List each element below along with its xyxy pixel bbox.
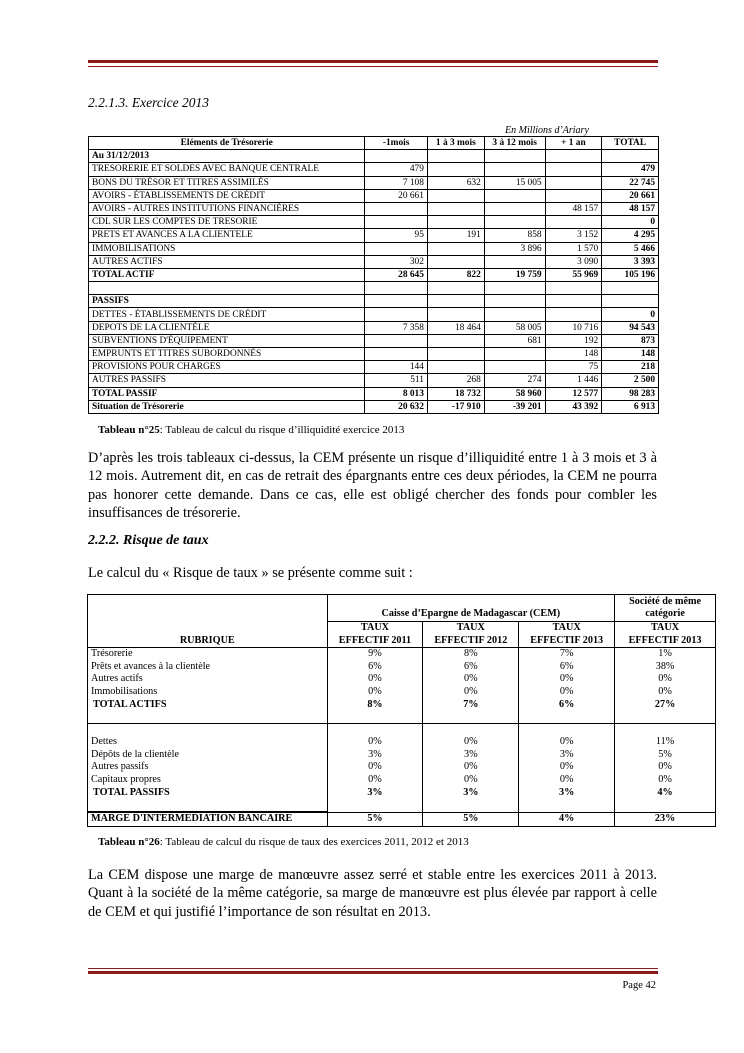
cell [427,150,484,163]
cell: 58 960 [484,387,545,400]
cell: 95 [365,229,428,242]
intro-text: Le calcul du « Risque de taux » se présente comme suit : [88,565,413,581]
row-label: Prêts et avances à la clientèle [88,661,328,674]
cell [484,150,545,163]
col-header: EFFECTIF 2012 [423,635,519,648]
cell: 3 896 [484,242,545,255]
row-label: TOTAL PASSIFS [88,787,328,800]
caption-text: : Tableau de calcul du risque de taux des exercices 2011, 2012 et 2013 [159,836,469,848]
cell: 2 500 [602,374,659,387]
cell [545,189,602,202]
cell: -39 201 [484,400,545,413]
cell: 1 570 [545,242,602,255]
col-header: TOTAL [602,137,659,150]
cell [365,295,428,308]
col-header: 1 à 3 mois [427,137,484,150]
cell [545,150,602,163]
paragraph: La CEM dispose une marge de manœuvre assez serré et stable entre les exercices 2011 à 2013. Quant à la société de la même catégorie, sa marge de manœuvre est plus élevée par rapport à celle de CEM et qui justifié l’importance de son résultat en 2013. [88,867,657,920]
table-caption [98,836,469,848]
unit-note: En Millions d’Ariary [505,125,589,136]
row-label: AUTRES ACTIFS [89,255,365,268]
cell: 43 392 [545,400,602,413]
col-header: TAUX [615,622,716,635]
cell [484,255,545,268]
table-row [89,176,659,189]
cell: 191 [427,229,484,242]
cell: 0% [615,686,716,699]
cell: 3% [423,749,519,762]
row-label: Au 31/12/2013 [89,150,365,163]
row-label: Immobilisations [88,686,328,699]
cell [602,282,659,295]
cell [427,242,484,255]
table-row [89,374,659,387]
cell [545,282,602,295]
cell: 48 157 [545,202,602,215]
cell: 7% [519,648,615,661]
cell: 0% [615,761,716,774]
cell: 144 [365,361,428,374]
row-label: AVOIRS - AUTRES INSTITUTIONS FINANCIÈRES [89,202,365,215]
cell: 0% [423,686,519,699]
cell [365,348,428,361]
cell: 98 283 [602,387,659,400]
cell: 9% [327,648,423,661]
cell: 8 013 [365,387,428,400]
cell: 4% [615,787,716,800]
row-label: DETTES - ÉTABLISSEMENTS DE CRÉDIT [89,308,365,321]
row-label: Situation de Trésorerie [89,400,365,413]
table-row [89,321,659,334]
cell [427,163,484,176]
row-label: TRESORERIE ET SOLDES AVEC BANQUE CENTRALE [89,163,365,176]
cell: 20 661 [365,189,428,202]
section-title: 2.2.2. Risque de taux [88,533,209,548]
cell: 58 005 [484,321,545,334]
row-label: Autres passifs [88,761,328,774]
row-label: TOTAL ACTIFS [88,699,328,712]
table-row [88,761,716,774]
cell: 479 [602,163,659,176]
table-row [88,661,716,674]
table-header-row [89,137,659,150]
cell: 4% [519,812,615,826]
cell: 0% [423,736,519,749]
row-label: CDL SUR LES COMPTES DE TRESORIE [89,216,365,229]
table-row [88,749,716,762]
cell: 5% [327,812,423,826]
table-row [89,334,659,347]
rate-risk-table [87,594,716,827]
row-label: MARGE D'INTERMEDIATION BANCAIRE [88,812,328,826]
table-row [88,686,716,699]
cell: 23% [615,812,716,826]
cell [427,295,484,308]
cell [427,216,484,229]
cell: 0% [327,761,423,774]
cell [365,216,428,229]
cell: 105 196 [602,268,659,281]
cell [545,176,602,189]
header-rule [88,60,658,63]
cell: 11% [615,736,716,749]
cell: 1 446 [545,374,602,387]
cell: 10 716 [545,321,602,334]
row-label: TOTAL PASSIF [89,387,365,400]
row-label: AUTRES PASSIFS [89,374,365,387]
paragraph: D’après les trois tableaux ci-dessus, la CEM présente un risque d’illiquidité entre 1 à 3 mois et 3 à 12 mois. Autrement dit, en cas de retrait des épargnants entre ces deux périodes, la CEM ne pourra pas honorer cette demande. Dans ce cas, elle est obligé chercher des fonds pour combler les insuffisances de trésorerie. [88,450,657,522]
cell [484,189,545,202]
table-row [89,150,659,163]
col-header: + 1 an [545,137,602,150]
cell: 3 090 [545,255,602,268]
cell: 3% [327,787,423,800]
cell [484,348,545,361]
cell: 3 393 [602,255,659,268]
table-row [89,282,659,295]
col-header: TAUX [327,622,423,635]
table-row [89,348,659,361]
section-title: 2.2.1.3. Exercice 2013 [88,95,209,110]
cell [365,334,428,347]
cell: 0% [519,686,615,699]
cell [365,282,428,295]
cell [427,282,484,295]
cell: 0% [519,736,615,749]
cell: 6% [519,661,615,674]
cell: 6% [519,699,615,712]
caption-label: Tableau n°26 [98,836,160,848]
cell: 148 [545,348,602,361]
cell: 873 [602,334,659,347]
cell: 27% [615,699,716,712]
cell: 3% [423,787,519,800]
row-label: PROVISIONS POUR CHARGES [89,361,365,374]
cell: 632 [427,176,484,189]
cell: 1% [615,648,716,661]
table-row [88,736,716,749]
cell: 6% [327,661,423,674]
cell: 18 732 [427,387,484,400]
table-row [89,242,659,255]
row-label: Capitaux propres [88,774,328,787]
cell: 22 745 [602,176,659,189]
cell: 7 358 [365,321,428,334]
cell: 0% [423,761,519,774]
table-row [89,202,659,215]
cell: 479 [365,163,428,176]
row-label: Dépôts de la clientèle [88,749,328,762]
cell [484,163,545,176]
cell: 858 [484,229,545,242]
table-row [89,295,659,308]
cell: 0% [519,774,615,787]
table-row [89,268,659,281]
cell: 0% [519,761,615,774]
cell [484,361,545,374]
spacer-row [88,711,716,724]
cell: 0% [327,736,423,749]
cell: 4 295 [602,229,659,242]
col-header: -1mois [365,137,428,150]
treasury-table [88,136,659,414]
col-header: 3 à 12 mois [484,137,545,150]
row-label: TOTAL ACTIF [89,268,365,281]
col-header: TAUX [519,622,615,635]
cell: 511 [365,374,428,387]
cell: 0% [423,774,519,787]
cell [484,282,545,295]
cell [602,150,659,163]
row-label: DEPOTS DE LA CLIENTÈLE [89,321,365,334]
cell [427,308,484,321]
cell [484,295,545,308]
soc-group-header: Société de même catégorie [615,595,716,622]
col-header: EFFECTIF 2011 [327,635,423,648]
table-row [88,774,716,787]
cell: 28 645 [365,268,428,281]
cem-group-header: Caisse d’Epargne de Madagascar (CEM) [327,595,615,622]
cell [427,189,484,202]
row-label: PASSIFS [89,295,365,308]
row-label: BONS DU TRÉSOR ET TITRES ASSIMILÉS [89,176,365,189]
cell [545,308,602,321]
table-row [89,361,659,374]
row-label [89,282,365,295]
caption-text: : Tableau de calcul du risque d’illiquidité exercice 2013 [159,424,405,436]
cell: 55 969 [545,268,602,281]
col-header: Eléments de Trésorerie [89,137,365,150]
cell: 302 [365,255,428,268]
cell [365,150,428,163]
col-header: EFFECTIF 2013 [615,635,716,648]
cell [427,334,484,347]
table-row [89,163,659,176]
cell: 0% [615,774,716,787]
cell [427,361,484,374]
cell: 0% [423,673,519,686]
col-header: EFFECTIF 2013 [519,635,615,648]
col-header: TAUX [423,622,519,635]
cell: 8% [423,648,519,661]
cell: 192 [545,334,602,347]
cell [545,216,602,229]
cell [484,202,545,215]
cell: 0% [327,673,423,686]
cell: 6% [423,661,519,674]
cell [365,202,428,215]
cell: 3 152 [545,229,602,242]
cell: 3% [519,787,615,800]
table-row [89,229,659,242]
cell [545,295,602,308]
cell: 6 913 [602,400,659,413]
cell: 274 [484,374,545,387]
footer-rule [88,971,658,974]
page-number: Page 42 [622,980,656,991]
cell: -17 910 [427,400,484,413]
table-row [89,189,659,202]
cell: 18 464 [427,321,484,334]
group-header-row [88,595,716,622]
cell: 148 [602,348,659,361]
table-row [88,673,716,686]
cell: 0% [519,673,615,686]
cell: 20 661 [602,189,659,202]
total-actifs-row [88,699,716,712]
cell: 0% [615,673,716,686]
row-label: IMMOBILISATIONS [89,242,365,255]
cell: 3% [519,749,615,762]
cell [484,216,545,229]
cell: 48 157 [602,202,659,215]
table-row [89,400,659,413]
cell: 0 [602,216,659,229]
cell: 218 [602,361,659,374]
cell [602,295,659,308]
cell: 681 [484,334,545,347]
row-label: SUBVENTIONS D'ÉQUIPEMENT [89,334,365,347]
row-label: EMPRUNTS ET TITRES SUBORDONNÉS [89,348,365,361]
total-passifs-row [88,787,716,800]
cell [427,348,484,361]
cell: 8% [327,699,423,712]
caption-label: Tableau n°25 [98,424,160,436]
cell [365,242,428,255]
cell: 5% [615,749,716,762]
table-row [89,308,659,321]
marge-row [88,812,716,826]
cell [427,255,484,268]
table-row [89,255,659,268]
row-label: Dettes [88,736,328,749]
cell: 0% [327,774,423,787]
row-label: AVOIRS - ÉTABLISSEMENTS DE CRÉDIT [89,189,365,202]
cell: 75 [545,361,602,374]
cell: 38% [615,661,716,674]
cell: 94 543 [602,321,659,334]
rubrique-header: RUBRIQUE [88,595,328,648]
table-caption [98,424,404,436]
table-row [88,648,716,661]
cell: 12 577 [545,387,602,400]
cell: 0 [602,308,659,321]
footer-rule-thin [88,968,658,969]
cell [427,202,484,215]
cell: 5 466 [602,242,659,255]
cell [484,308,545,321]
cell: 3% [327,749,423,762]
cell [545,163,602,176]
table-row [89,216,659,229]
cell: 0% [327,686,423,699]
row-label: PRETS ET AVANCES A LA CLIENTELE [89,229,365,242]
header-rule-thin [88,66,658,67]
cell: 19 759 [484,268,545,281]
table-row [89,387,659,400]
cell: 7 108 [365,176,428,189]
cell: 268 [427,374,484,387]
cell: 5% [423,812,519,826]
cell: 7% [423,699,519,712]
spacer-row [88,799,716,812]
row-label: Trésorerie [88,648,328,661]
cell: 822 [427,268,484,281]
cell: 15 005 [484,176,545,189]
row-label: Autres actifs [88,673,328,686]
spacer-row [88,724,716,737]
cell: 20 632 [365,400,428,413]
cell [365,308,428,321]
